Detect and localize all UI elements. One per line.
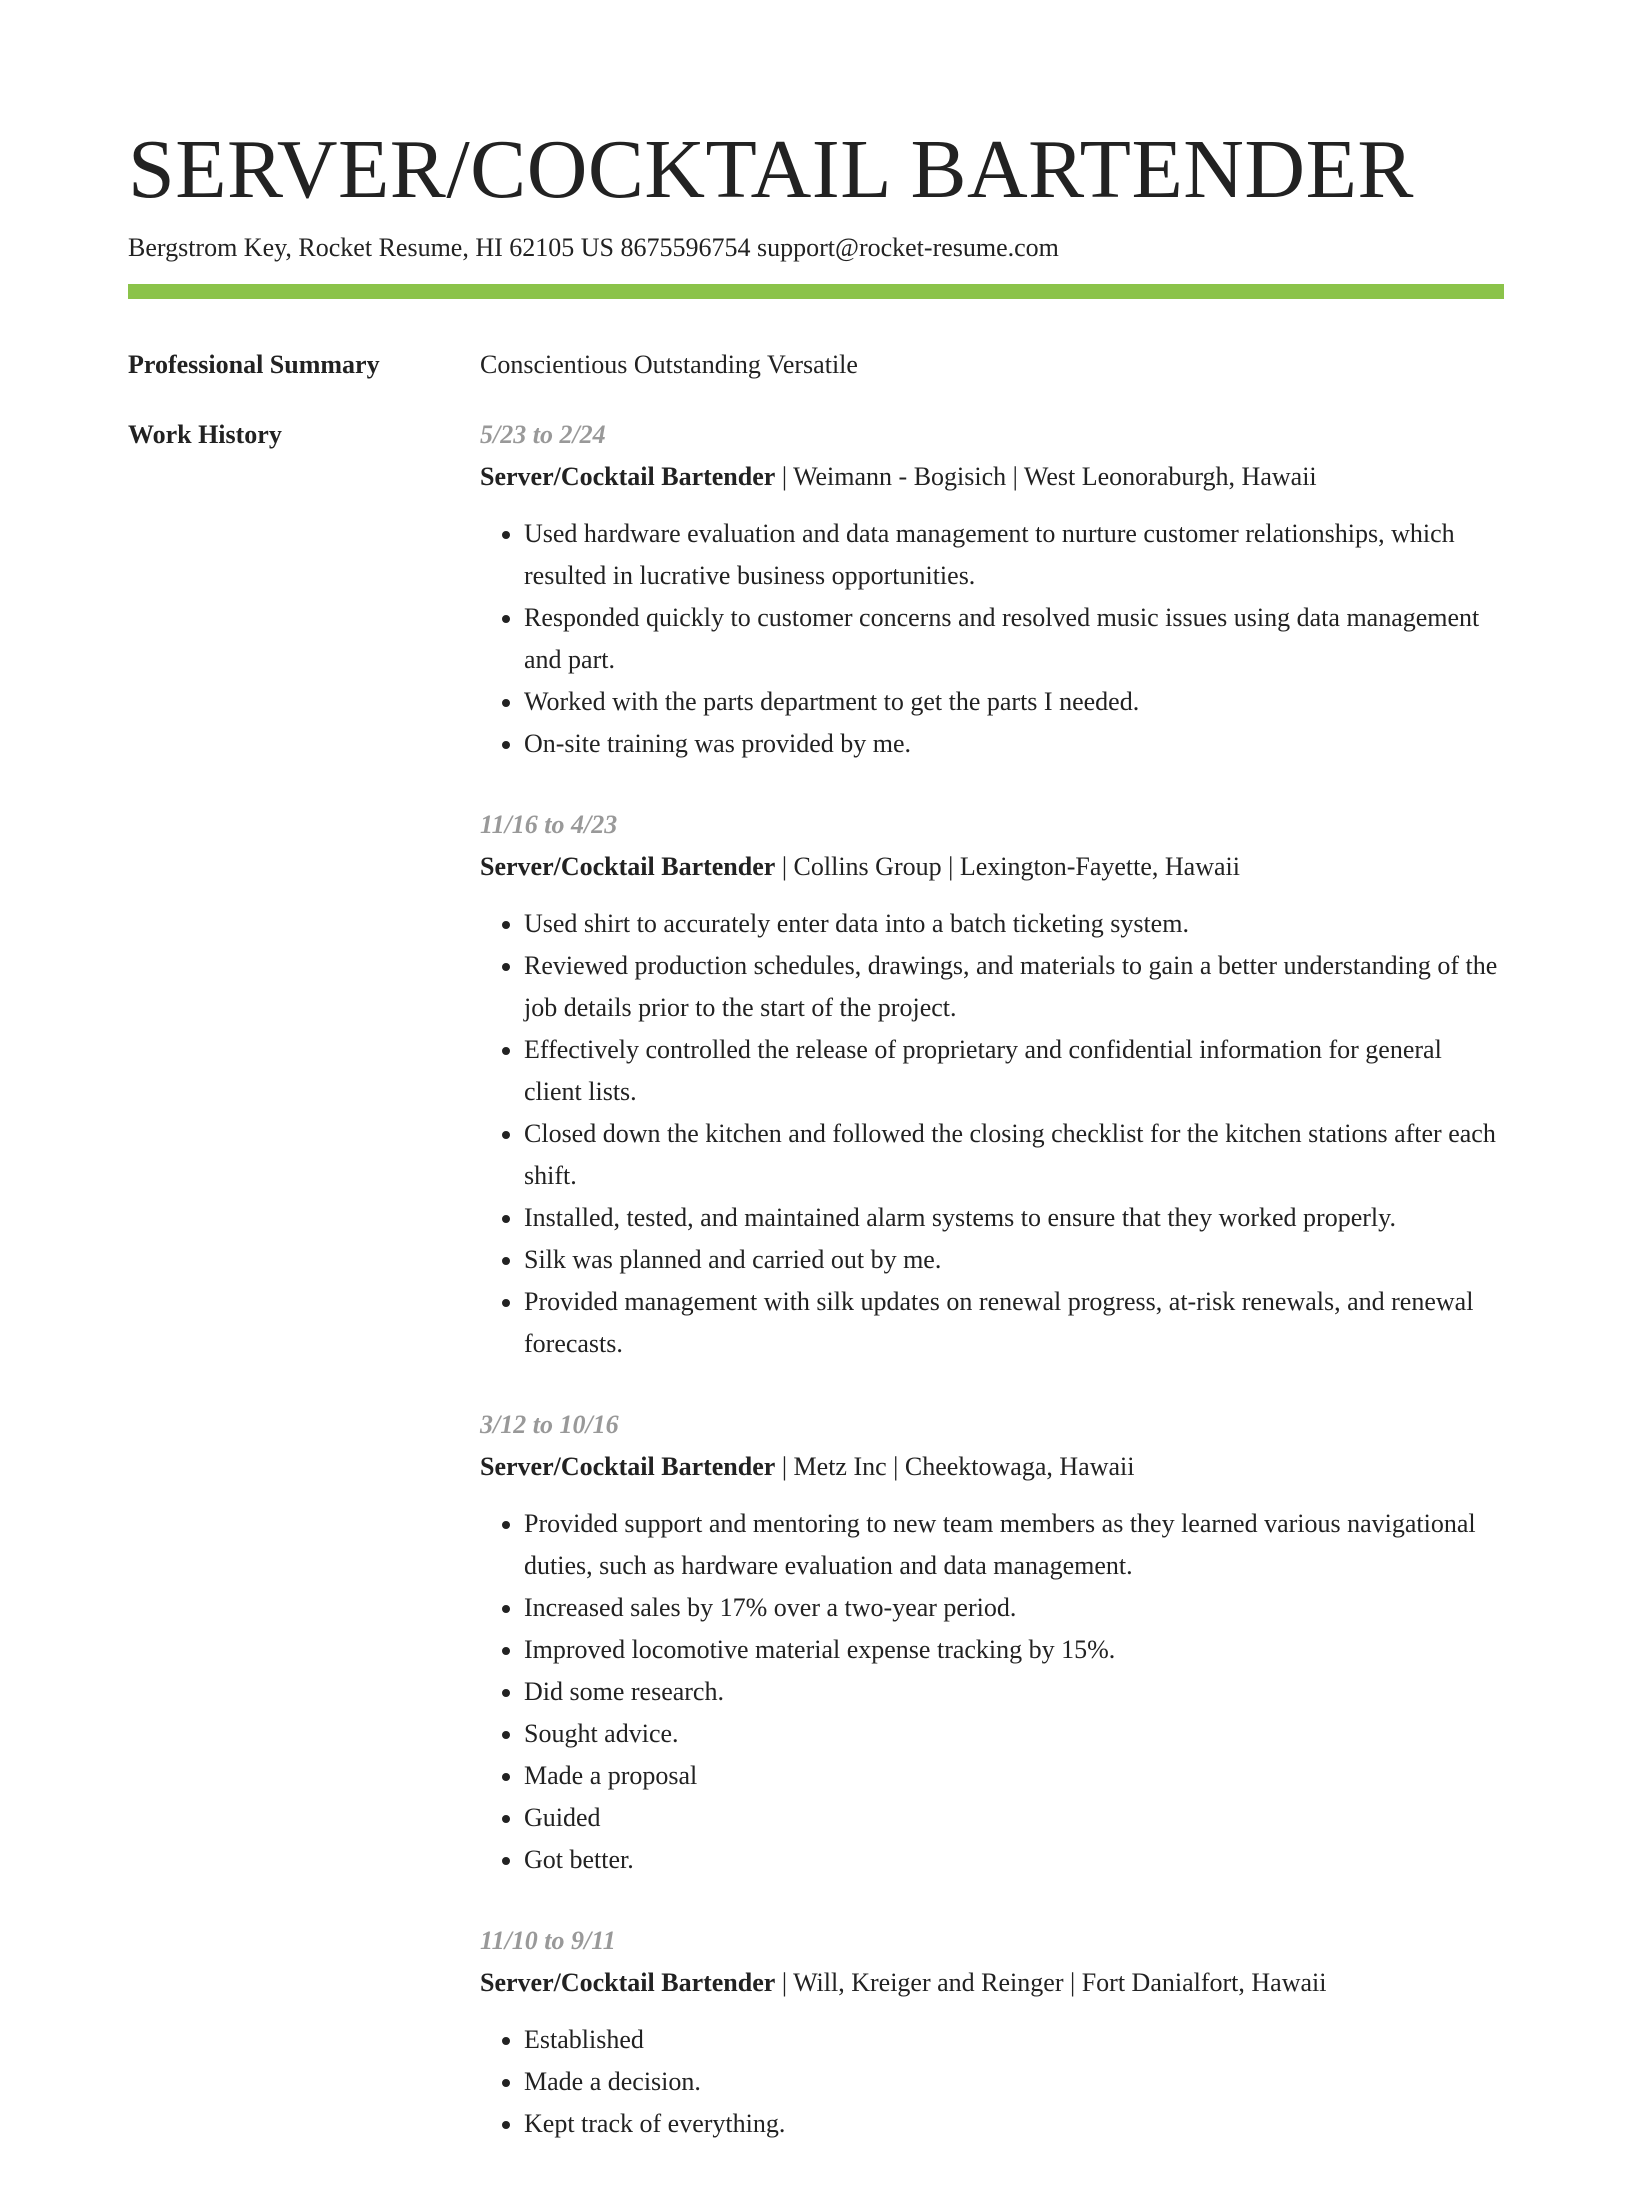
job-separator: |	[775, 1968, 794, 1997]
job-heading	[480, 1965, 1504, 2001]
summary-text: Conscientious Outstanding Versatile	[480, 350, 858, 379]
job-bullet: • Reviewed production schedules, drawings, and materials to gain a better understanding of the job details prior to the start of the project.	[524, 945, 1504, 1029]
job-dates: 3/12 to 10/16	[480, 1410, 619, 1439]
job-separator: |	[775, 1452, 794, 1481]
job-heading	[480, 459, 1504, 495]
job-company: Weimann - Bogisich	[793, 462, 1007, 491]
section-label-summary: Professional Summary	[128, 350, 380, 379]
professional-summary-section	[128, 347, 1504, 383]
job-company: Collins Group	[793, 852, 942, 881]
job-bullet: • Guided	[524, 1797, 1504, 1839]
resume-page	[128, 120, 1504, 2187]
resume-title: SERVER/COCKTAIL BARTENDER	[128, 123, 1414, 216]
job-bullet: • Responded quickly to customer concerns and resolved music issues using data management and part.	[524, 597, 1504, 681]
job-separator: |	[1063, 1968, 1082, 1997]
job-entry	[480, 807, 1504, 1365]
job-separator: |	[886, 1452, 905, 1481]
job-bullet: • Silk was planned and carried out by me.	[524, 1239, 1504, 1281]
section-label-work-history: Work History	[128, 420, 282, 449]
work-history-section	[128, 417, 1504, 2187]
job-separator: |	[1006, 462, 1024, 491]
job-bullet: • Made a proposal	[524, 1755, 1504, 1797]
job-bullet: • Increased sales by 17% over a two-year period.	[524, 1587, 1504, 1629]
job-bullet: • Improved locomotive material expense tracking by 15%.	[524, 1629, 1504, 1671]
job-company: Will, Kreiger and Reinger	[793, 1968, 1064, 1997]
job-heading	[480, 1449, 1504, 1485]
job-company: Metz Inc	[793, 1452, 887, 1481]
job-bullet: • Installed, tested, and maintained alarm systems to ensure that they worked properly.	[524, 1197, 1504, 1239]
job-bullet: • Established	[524, 2019, 1504, 2061]
job-bullet: • Used hardware evaluation and data management to nurture customer relationships, which resulted in lucrative business opportunities.	[524, 513, 1504, 597]
job-role: Server/Cocktail Bartender	[480, 852, 776, 881]
job-bullet: • Got better.	[524, 1839, 1504, 1881]
job-bullet: • Sought advice.	[524, 1713, 1504, 1755]
accent-divider	[128, 284, 1504, 299]
job-entry	[480, 417, 1504, 765]
job-dates: 11/16 to 4/23	[480, 810, 618, 839]
job-bullet: • Provided support and mentoring to new team members as they learned various navigational duties, such as hardware evaluation and data management.	[524, 1503, 1504, 1587]
job-location: Cheektowaga, Hawaii	[904, 1452, 1135, 1481]
job-bullet: • Effectively controlled the release of proprietary and confidential information for general client lists.	[524, 1029, 1504, 1113]
job-role: Server/Cocktail Bartender	[480, 462, 776, 491]
job-bullet: • Used shirt to accurately enter data into a batch ticketing system.	[524, 903, 1504, 945]
job-bullet: • Kept track of everything.	[524, 2103, 1504, 2145]
contact-line: Bergstrom Key, Rocket Resume, HI 62105 US 8675596754 support@rocket-resume.com	[128, 233, 1059, 262]
work-history-list	[480, 417, 1504, 2187]
job-heading	[480, 849, 1504, 885]
job-location: Fort Danialfort, Hawaii	[1081, 1968, 1327, 1997]
job-bullet: • Worked with the parts department to get the parts I needed.	[524, 681, 1504, 723]
job-bullet: • On-site training was provided by me.	[524, 723, 1504, 765]
job-bullet-list	[480, 1503, 1504, 1881]
job-role: Server/Cocktail Bartender	[480, 1452, 776, 1481]
job-separator: |	[775, 852, 794, 881]
job-bullet: • Provided management with silk updates on renewal progress, at-risk renewals, and renewal forecasts.	[524, 1281, 1504, 1365]
job-bullet: • Made a decision.	[524, 2061, 1504, 2103]
job-location: Lexington-Fayette, Hawaii	[959, 852, 1240, 881]
job-separator: |	[941, 852, 960, 881]
job-bullet-list	[480, 2019, 1504, 2145]
job-separator: |	[775, 462, 794, 491]
job-entry	[480, 1407, 1504, 1881]
job-location: West Leonoraburgh, Hawaii	[1023, 462, 1317, 491]
job-bullet: • Did some research.	[524, 1671, 1504, 1713]
job-bullet: • Closed down the kitchen and followed the closing checklist for the kitchen stations after each shift.	[524, 1113, 1504, 1197]
job-role: Server/Cocktail Bartender	[480, 1968, 776, 1997]
job-bullet-list	[480, 903, 1504, 1365]
job-dates: 11/10 to 9/11	[480, 1926, 616, 1955]
job-dates: 5/23 to 2/24	[480, 420, 606, 449]
job-bullet-list	[480, 513, 1504, 765]
